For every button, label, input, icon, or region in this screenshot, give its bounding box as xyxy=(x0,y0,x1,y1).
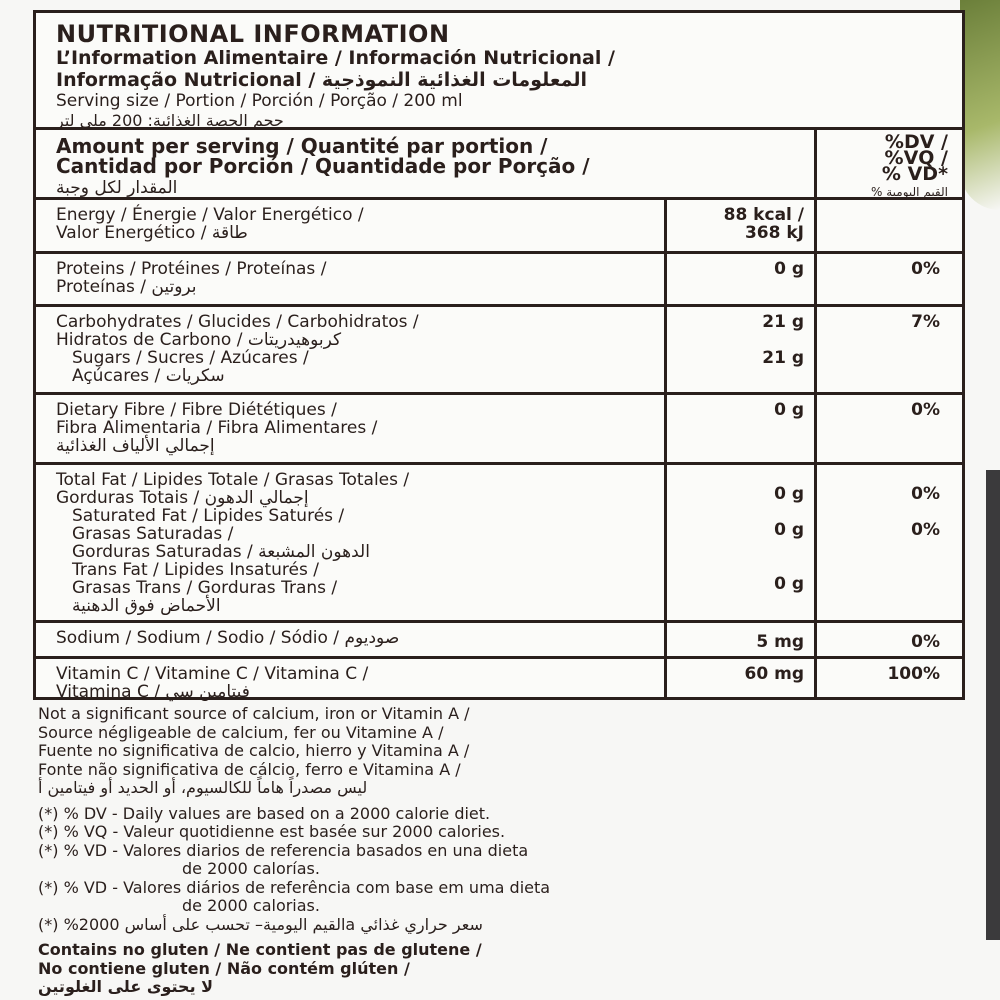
protein-row: Proteins / Protéines / Proteínas / Proteínas / بروتين 0 g 0% xyxy=(36,254,962,307)
gluten-es-pt: No contiene gluten / Não contém glúten / xyxy=(38,958,410,978)
dv-header: %DV / %VQ / % VD* % القيم اليومية xyxy=(871,131,948,199)
aps-row xyxy=(36,130,962,200)
leaf-decoration xyxy=(960,0,1000,210)
serving-size: Serving size / Portion / Porción / Porção / 200 ml xyxy=(56,91,463,111)
aps-line2: Cantidad por Porción / Quantidade por Porção / xyxy=(56,154,590,178)
note-calcium-es: Fuente no significativa de calcio, hierro y Vitamina A / xyxy=(38,741,470,760)
footnote-vd-pt: (*) % VD - Valores diários de referência com base em uma dieta xyxy=(38,877,551,897)
title-fr-es: L’Information Alimentaire / Información Nutricional / xyxy=(56,47,615,69)
footnote-vd-es: (*) % VD - Valores diarios de referencia basados en una dieta xyxy=(38,840,529,860)
fat-row: Total Fat / Lipides Totale / Grasas Totales / Gorduras Totais / إجمالي الدهون Saturated Fat / Lipides Saturés / Grasas Saturadas / Gorduras Saturadas / الدهون المشبعة Trans Fat / Lipides Insaturés / Grasas Trans / Gorduras Trans / الأحماض فوق الدهنية 0 g 0% 0 g 0% 0 g xyxy=(36,465,962,623)
title: NUTRITIONAL INFORMATION xyxy=(56,20,450,48)
footnotes xyxy=(38,705,968,997)
gluten-en-fr: Contains no gluten / Ne contient pas de glutene / xyxy=(38,940,482,959)
fibre-row: Dietary Fibre / Fibre Diététiques / Fibra Alimentaria / Fibra Alimentares / إجمالي الألياف الغذائية 0 g 0% xyxy=(36,395,962,465)
table-header xyxy=(36,13,962,130)
note-calcium-fr: Source négligeable de calcium, fer ou Vitamine A / xyxy=(38,722,444,742)
carbohydrate-row: Carbohydrates / Glucides / Carbohidratos / Hidratos de Carbono / كربوهيدريتات Sugars / Sucres / Azúcares / Açúcares / سكريات 21 g 7% 21 g xyxy=(36,307,962,395)
footnote-vd-pt-cont: de 2000 calorias. xyxy=(182,896,320,915)
footnote-ar: (*) %القيم اليومية– تحسب على أساس 2000a سعر حراري غذائي xyxy=(38,914,483,934)
footnote-vd-es-cont: de 2000 calorías. xyxy=(182,859,320,878)
note-calcium-en: Not a significant source of calcium, iron or Vitamin A / xyxy=(38,704,470,723)
package-edge xyxy=(986,470,1000,940)
aps-ar: المقدار لكل وجبة xyxy=(56,178,178,198)
vitamin-c-row: Vitamin C / Vitamine C / Vitamina C / Vitamina C / فيتامين سي 60 mg 100% xyxy=(36,659,962,697)
serving-size-ar: حجم الحصة الغذائية: 200 ملي لتر xyxy=(56,111,284,130)
note-calcium-ar: ليس مصدراً هاماً للكالسيوم، أو الحديد أو فيتامين أ xyxy=(38,778,368,797)
energy-row: Energy / Énergie / Valor Energético / Valor Energético / طاقة 88 kcal / 368 kJ xyxy=(36,200,962,254)
sodium-row: Sodium / Sodium / Sodio / Sódio / صوديوم 5 mg 0% xyxy=(36,623,962,659)
footnote-vq: (*) % VQ - Valeur quotidienne est basée sur 2000 calories. xyxy=(38,822,506,841)
aps-line1: Amount per serving / Quantité par portion / xyxy=(56,134,548,158)
footnote-dv: (*) % DV - Daily values are based on a 2000 calorie diet. xyxy=(38,803,491,823)
title-pt-ar: Informação Nutricional / المعلومات الغذائية النموذجية xyxy=(56,69,587,91)
gluten-ar: لا يحتوى على الغلوتين xyxy=(38,977,214,996)
note-calcium-pt: Fonte não significativa de cálcio, ferro e Vitamina A / xyxy=(38,759,461,779)
nutrition-table xyxy=(33,10,965,700)
